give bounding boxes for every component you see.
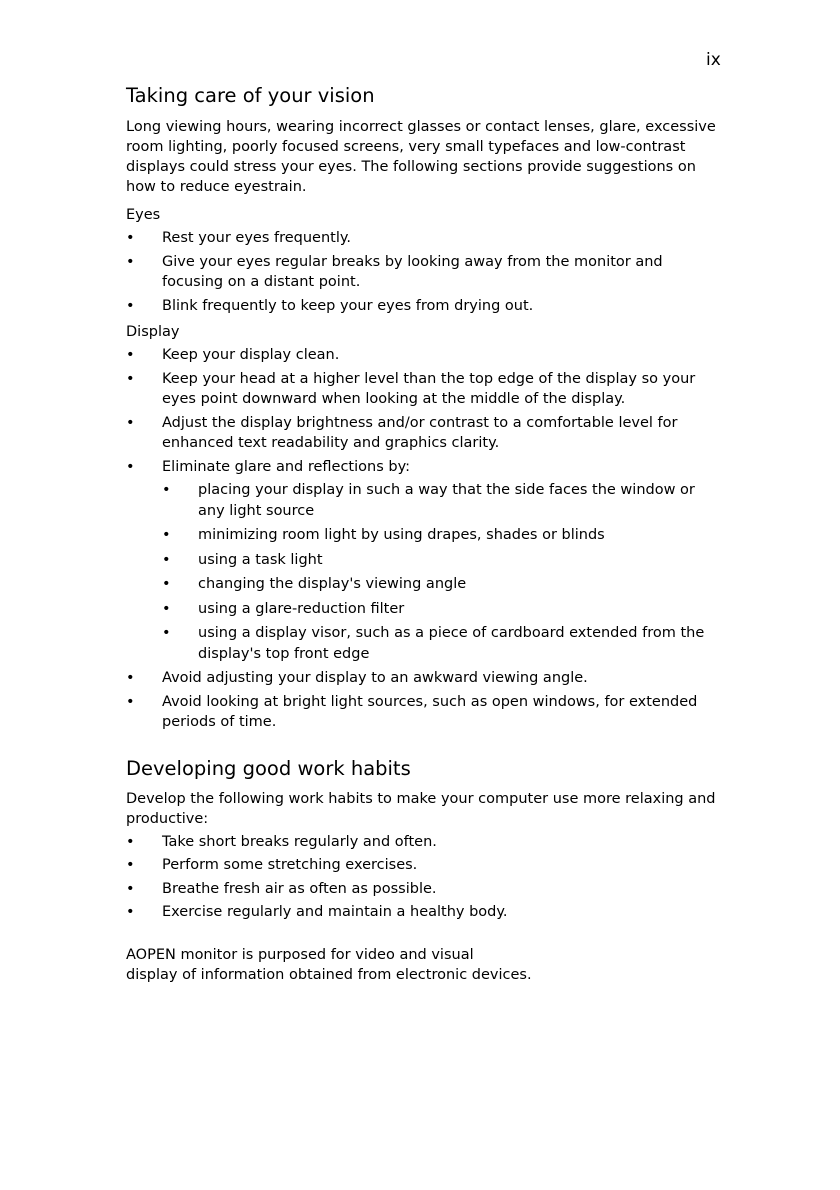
list-item-text: Perform some stretching exercises. bbox=[162, 857, 418, 873]
list-item bbox=[126, 599, 726, 620]
list-item-text: Breathe fresh air as often as possible. bbox=[162, 880, 437, 897]
work-habits-intro-paragraph: Develop the following work habits to make your computer use more relaxing and productive: bbox=[126, 790, 716, 827]
list-item bbox=[126, 902, 726, 923]
list-item bbox=[126, 855, 726, 876]
section-heading-vision: Taking care of your vision bbox=[126, 84, 375, 107]
bullet-icon: • bbox=[126, 693, 135, 710]
bullet-icon: • bbox=[126, 230, 135, 246]
section-heading-work-habits: Developing good work habits bbox=[126, 756, 411, 780]
bullet-icon: • bbox=[126, 347, 135, 363]
bullet-icon: • bbox=[126, 414, 135, 431]
list-item bbox=[126, 623, 726, 664]
bullet-icon: • bbox=[126, 904, 135, 920]
footer-note-line-2: display of information obtained from electronic devices. bbox=[126, 966, 532, 983]
list-item-text: placing your display in such a way that the side faces the window or any light source bbox=[198, 482, 695, 519]
list-item bbox=[126, 457, 726, 478]
list-item-text: Avoid looking at bright light sources, such as open windows, for extended periods of time. bbox=[162, 693, 698, 730]
bullet-icon: • bbox=[126, 880, 135, 897]
bullet-icon: • bbox=[126, 833, 135, 850]
list-item bbox=[126, 525, 726, 546]
list-item bbox=[126, 296, 726, 317]
bullet-icon: • bbox=[126, 670, 135, 686]
display-list-continued bbox=[126, 668, 726, 733]
list-item bbox=[126, 369, 726, 410]
bullet-icon: • bbox=[162, 551, 171, 568]
page-content bbox=[126, 84, 726, 985]
footer-note-line-1: AOPEN monitor is purposed for video and visual bbox=[126, 946, 474, 963]
list-item-text: using a glare-reduction filter bbox=[198, 600, 405, 617]
bullet-icon: • bbox=[126, 458, 135, 475]
list-item bbox=[126, 692, 726, 733]
list-item bbox=[126, 413, 726, 454]
list-item-text: Eliminate glare and reflections by: bbox=[162, 458, 410, 475]
bullet-icon: • bbox=[162, 600, 171, 617]
list-item bbox=[126, 668, 726, 689]
list-item-text: Adjust the display brightness and/or contrast to a comfortable level for enhanced text readability and graphics clarity. bbox=[162, 414, 678, 451]
list-item bbox=[126, 252, 726, 293]
list-item-text: Rest your eyes frequently. bbox=[162, 230, 352, 246]
list-item-text: Keep your display clean. bbox=[162, 347, 340, 363]
list-item-text: Take short breaks regularly and often. bbox=[162, 833, 437, 850]
list-item-text: Blink frequently to keep your eyes from drying out. bbox=[162, 297, 534, 314]
page-number: ix bbox=[706, 50, 721, 70]
list-item bbox=[126, 228, 726, 249]
bullet-icon: • bbox=[162, 482, 171, 498]
bullet-icon: • bbox=[162, 625, 171, 641]
glare-list bbox=[126, 480, 726, 664]
list-item bbox=[126, 574, 726, 595]
bullet-icon: • bbox=[126, 253, 135, 270]
bullet-icon: • bbox=[126, 297, 135, 314]
list-item-text: Exercise regularly and maintain a healthy body. bbox=[162, 904, 508, 920]
bullet-icon: • bbox=[162, 576, 171, 592]
list-item-text: Avoid adjusting your display to an awkward viewing angle. bbox=[162, 670, 588, 686]
list-item bbox=[126, 879, 726, 900]
work-habits-list bbox=[126, 832, 726, 923]
list-item bbox=[126, 345, 726, 366]
list-item bbox=[126, 480, 726, 521]
list-item bbox=[126, 832, 726, 853]
list-item bbox=[126, 550, 726, 571]
list-item-text: changing the display's viewing angle bbox=[198, 576, 467, 592]
list-item-text: using a task light bbox=[198, 551, 323, 568]
bullet-icon: • bbox=[126, 857, 135, 873]
bullet-icon: • bbox=[162, 527, 171, 543]
display-list bbox=[126, 345, 726, 477]
list-item-text: minimizing room light by using drapes, shades or blinds bbox=[198, 527, 605, 543]
eyes-label: Eyes bbox=[126, 207, 161, 223]
list-item-text: using a display visor, such as a piece of cardboard extended from the display's top front edge bbox=[198, 625, 705, 662]
vision-intro-paragraph: Long viewing hours, wearing incorrect glasses or contact lenses, glare, excessive room lighting, poorly focused screens, very small typefaces and low-contrast displays could stress your eyes. The following sections provide suggestions on how to reduce eyestrain. bbox=[126, 119, 716, 195]
list-item-text: Keep your head at a higher level than the top edge of the display so your eyes point downward when looking at the middle of the display. bbox=[162, 370, 696, 407]
list-item-text: Give your eyes regular breaks by looking away from the monitor and focusing on a distant point. bbox=[162, 253, 663, 290]
eyes-list bbox=[126, 228, 726, 316]
bullet-icon: • bbox=[126, 370, 135, 387]
display-label: Display bbox=[126, 324, 180, 340]
